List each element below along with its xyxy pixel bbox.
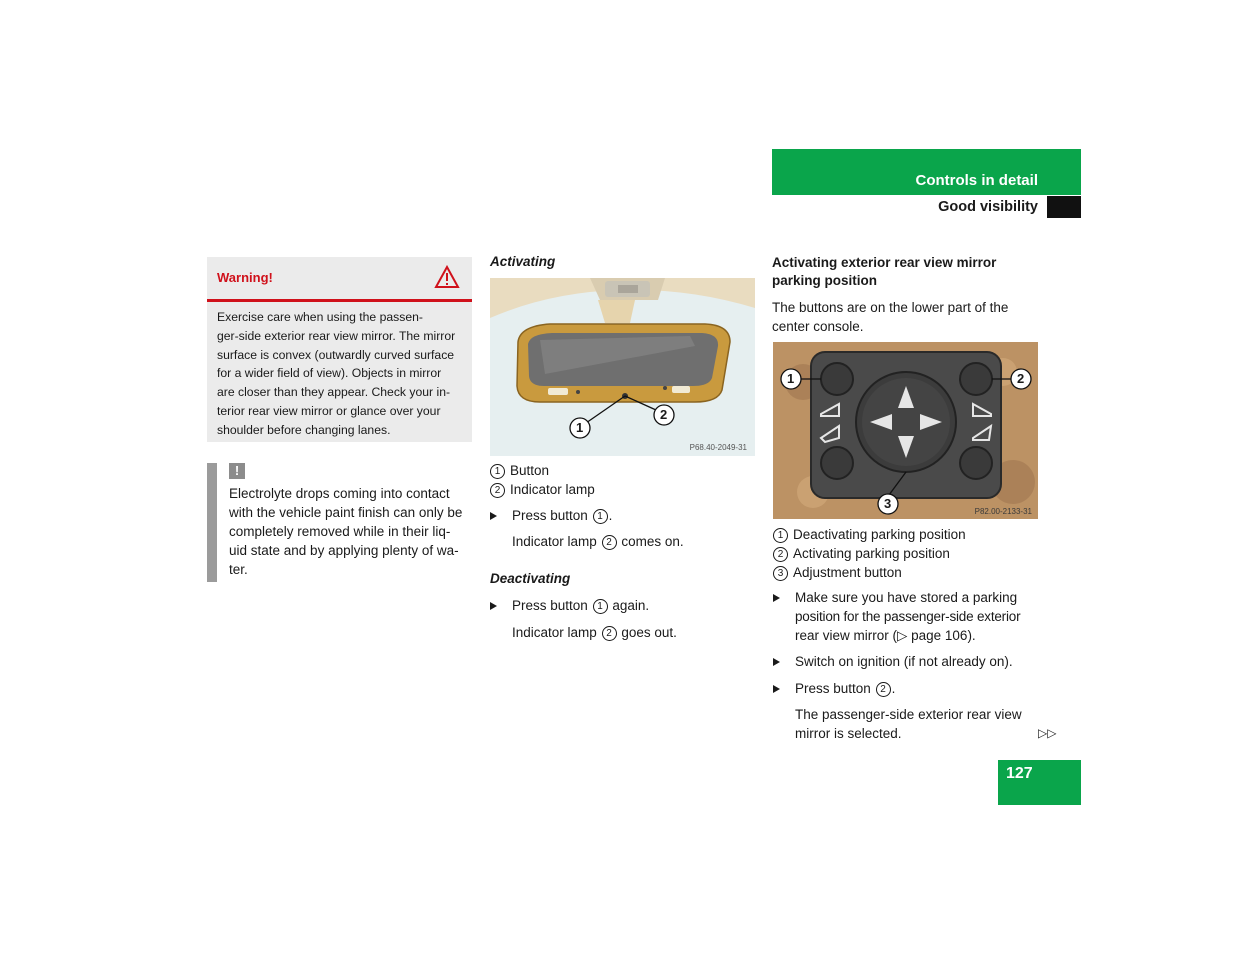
- step-arrow-icon: [773, 594, 780, 602]
- center-console-buttons-illustration: [773, 342, 1038, 519]
- parking-heading: Activating exterior rear view mirror parking position: [772, 255, 997, 288]
- warning-title: Warning!: [217, 270, 273, 285]
- callout-3: 3: [884, 496, 892, 511]
- step-arrow-icon: [490, 512, 497, 520]
- step-arrow-icon: [773, 658, 780, 666]
- parking-step-2: Switch on ignition (if not already on).: [773, 652, 1043, 671]
- activating-heading: Activating: [490, 254, 556, 269]
- page-number: 127: [1006, 765, 1033, 782]
- warning-header: [207, 257, 472, 302]
- parking-step-1: Make sure you have stored a parking position for the passenger-side exterior rear view mirror (▷ page 106).: [773, 588, 1043, 645]
- warning-box: [207, 257, 472, 442]
- figure-code: P82.00-2133-31: [974, 507, 1032, 516]
- deactivating-step: Press button 1 again.: [490, 596, 755, 615]
- activating-legend: [490, 461, 755, 499]
- legend-item: 2 Indicator lamp: [490, 480, 755, 499]
- warning-triangle-icon: [434, 265, 460, 289]
- section-subtitle: Good visibility: [938, 199, 1038, 215]
- rear-view-mirror-illustration: [490, 278, 755, 456]
- activating-result: Indicator lamp 2 comes on.: [512, 534, 684, 549]
- deactivating-heading: Deactivating: [490, 571, 571, 586]
- deactivating-result: Indicator lamp 2 goes out.: [512, 625, 677, 640]
- header-bar: [772, 149, 1081, 195]
- step-arrow-icon: [773, 685, 780, 693]
- callout-1: 1: [787, 371, 795, 386]
- legend-item: 2 Activating parking position: [773, 544, 1043, 563]
- parking-step-3: Press button 2 .: [773, 679, 1043, 698]
- callout-1: 1: [576, 420, 584, 435]
- warning-text: Exercise care when using the passen- ger-side exterior rear view mirror. The mirror surface is convex (outwardly curved surface for a wider field of view). Objects in mirror are closer than they appear. Check your in- terior rear view mirror or glance over your shoulder before changing lanes.: [217, 310, 456, 437]
- legend-item: 1 Button: [490, 461, 755, 480]
- parking-result: The passenger-side exterior rear view mirror is selected.: [795, 707, 1022, 741]
- callout-2: 2: [660, 407, 668, 422]
- legend-item: 1 Deactivating parking position: [773, 525, 1043, 544]
- note-text: Electrolyte drops coming into contact with the vehicle paint finish can only be completely removed while in their liq- uid state and by applying plenty of wa- ter.: [229, 486, 463, 577]
- page-number-box: [998, 760, 1081, 805]
- exclamation-icon: !: [229, 463, 245, 479]
- continued-arrows-icon: ▷▷: [1038, 726, 1057, 740]
- step-arrow-icon: [490, 602, 497, 610]
- parking-legend: [773, 525, 1043, 582]
- callout-2: 2: [1017, 371, 1025, 386]
- legend-item: 3 Adjustment button: [773, 563, 1043, 582]
- figure-code: P68.40-2049-31: [689, 443, 747, 452]
- subtitle-marker: [1047, 196, 1081, 218]
- activating-step: Press button 1 .: [490, 506, 755, 525]
- parking-intro: The buttons are on the lower part of the center console.: [772, 300, 1009, 334]
- section-title: Controls in detail: [915, 172, 1038, 189]
- note-bar: [207, 463, 217, 582]
